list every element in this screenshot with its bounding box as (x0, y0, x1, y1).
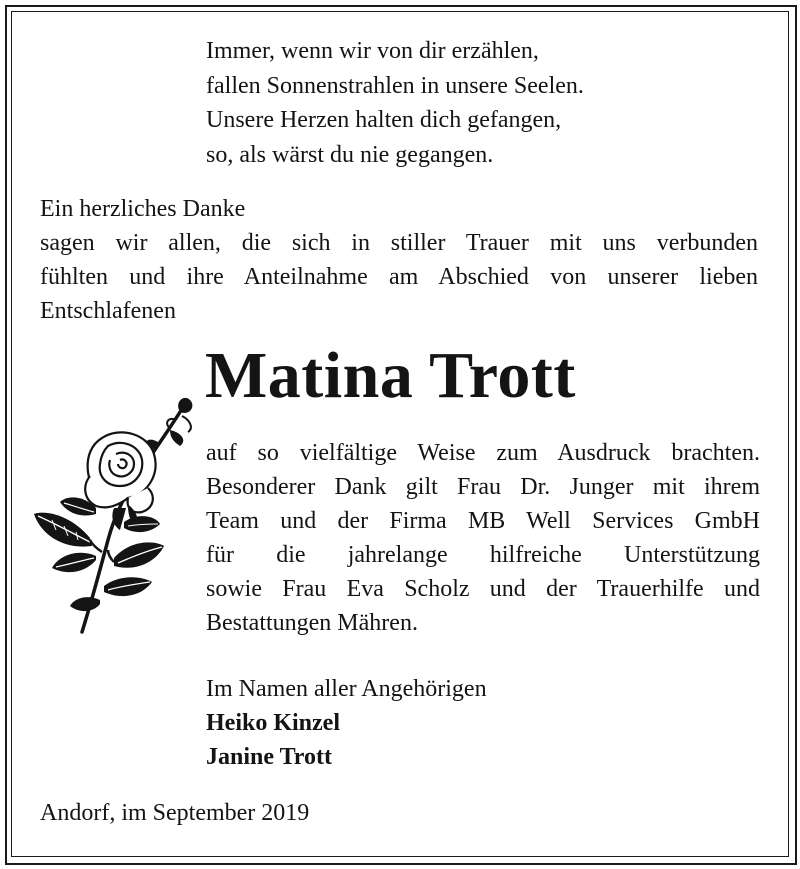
signer-name: Heiko Kinzel (206, 710, 340, 736)
poem-line: Immer, wenn wir von dir erzählen, (206, 38, 539, 64)
body-line: auf so vielfältige Weise zum Ausdruck brachten. (206, 440, 760, 466)
body-line: für die jahrelange hilfreiche Unterstützung (206, 542, 760, 568)
body-line: Besonderer Dank gilt Frau Dr. Junger mit ihrem (206, 474, 760, 500)
body-line: sowie Frau Eva Scholz und der Trauerhilfe und (206, 576, 760, 602)
closing-block (206, 672, 487, 774)
poem-line: so, als wärst du nie gegangen. (206, 141, 494, 168)
place-date: Andorf, im September 2019 (40, 800, 310, 826)
signer-name: Janine Trott (206, 744, 333, 770)
thanks-line: Entschlafenen (40, 298, 176, 324)
closing-intro: Im Namen aller Angehörigen (206, 676, 487, 702)
thanks-intro: Ein herzliches Danke (40, 196, 246, 222)
poem (206, 34, 584, 172)
rose-icon (30, 390, 200, 640)
body-line: Bestattungen Mähren. (206, 610, 418, 636)
body-line: Team und der Firma MB Well Services GmbH (206, 508, 760, 534)
poem-line: Unsere Herzen halten dich gefangen, (206, 107, 562, 133)
body-paragraph (206, 436, 760, 640)
poem-line: fallen Sonnenstrahlen in unsere Seelen. (206, 72, 584, 99)
thanks-line: sagen wir allen, die sich in stiller Trauer mit uns verbunden (40, 230, 758, 256)
thanks-paragraph (40, 226, 758, 328)
thanks-line: fühlten und ihre Anteilnahme am Abschied von unserer lieben (40, 264, 758, 290)
deceased-name: Matina Trott (205, 339, 576, 412)
